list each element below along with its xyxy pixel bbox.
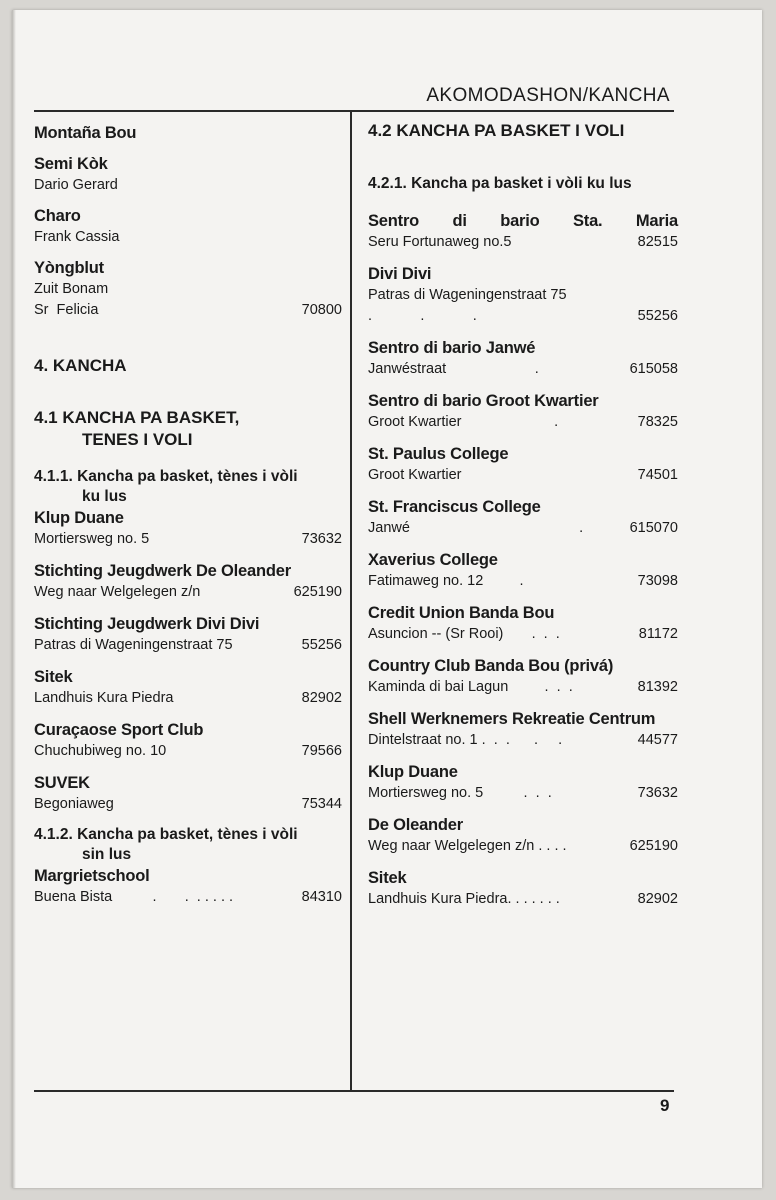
entry-line — [368, 285, 678, 306]
entry-address: . . . — [368, 308, 477, 324]
entry-address: Sr Felicia — [34, 302, 99, 318]
entry-name: Xaverius College — [368, 551, 498, 569]
entry-name: Divi Divi — [368, 265, 432, 283]
entry-address: Janwéstraat . — [368, 361, 539, 377]
entry-line — [368, 836, 678, 857]
entry-phone: 82515 — [637, 234, 678, 250]
directory-entry — [34, 613, 342, 656]
entry-phone: 70800 — [301, 302, 342, 318]
directory-entry — [34, 772, 342, 815]
entry-line — [368, 783, 678, 804]
entry-line — [368, 306, 678, 327]
entry-address: Mortiersweg no. 5 . . . — [368, 785, 552, 801]
entry-name: Yòngblut — [34, 259, 104, 277]
entry-name-word: Sta. — [572, 212, 603, 230]
entry-name: De Oleander — [368, 816, 464, 834]
entry-name-word: Maria — [635, 212, 678, 230]
entry-address: Fatimaweg no. 12 . — [368, 573, 524, 589]
entry-phone: 74501 — [637, 467, 678, 483]
directory-entry — [34, 560, 342, 603]
subsection-heading-4-1-1-cont: ku lus — [82, 488, 127, 505]
entry-line — [368, 465, 678, 486]
document-page — [12, 10, 762, 1188]
entry-phone: 615070 — [629, 520, 678, 536]
entry-name: Shell Werknemers Rekreatie Centrum — [368, 710, 656, 728]
page-number: 9 — [660, 1096, 670, 1115]
entry-name: Curaçaose Sport Club — [34, 721, 204, 739]
entry-name: SUVEK — [34, 774, 90, 792]
directory-entry — [34, 122, 342, 144]
entry-name: Stichting Jeugdwerk De Oleander — [34, 562, 291, 580]
directory-entry — [368, 602, 678, 645]
right-column — [368, 122, 678, 920]
entry-name: St. Franciscus College — [368, 498, 541, 516]
entry-name-word: Sentro — [368, 212, 420, 230]
directory-entry — [368, 390, 678, 433]
entry-name: Margrietschool — [34, 867, 150, 885]
entry-name: Semi Kòk — [34, 155, 108, 173]
entry-line — [34, 175, 342, 196]
subsection-heading-4-1-2-cont: sin lus — [82, 846, 132, 863]
entry-name: Sentro di bario Groot Kwartier — [368, 392, 599, 410]
entry-address: Patras di Wageningenstraat 75 — [34, 637, 233, 653]
directory-entry — [34, 666, 342, 709]
entry-address: Weg naar Welgelegen z/n . . . . — [368, 838, 567, 854]
entry-address: Kaminda di bai Lagun . . . — [368, 679, 573, 695]
directory-entry — [368, 443, 678, 486]
section-heading-4-1: 4.1 KANCHA PA BASKET, — [34, 408, 240, 427]
entry-line — [34, 279, 342, 300]
entry-line — [34, 529, 342, 550]
directory-entry — [34, 153, 342, 196]
entry-phone: 44577 — [637, 732, 678, 748]
entry-name: Stichting Jeugdwerk Divi Divi — [34, 615, 260, 633]
entry-address: Asuncion -- (Sr Rooi) . . . — [368, 626, 560, 642]
entry-address: Buena Bista . . . . . . . — [34, 889, 234, 905]
entry-phone: 73632 — [637, 785, 678, 801]
entry-phone: 625190 — [293, 584, 342, 600]
directory-entry — [368, 337, 678, 380]
entry-name: Country Club Banda Bou (privá) — [368, 657, 614, 675]
entry-phone: 55256 — [301, 637, 342, 653]
entry-name: Montaña Bou — [34, 124, 137, 142]
section-heading-4-2: 4.2 KANCHA PA BASKET I VOLI — [368, 121, 625, 140]
entry-address: Janwé . — [368, 520, 584, 536]
entry-phone: 73632 — [301, 531, 342, 547]
entry-line — [368, 889, 678, 910]
entry-line — [368, 730, 678, 751]
entry-name: St. Paulus College — [368, 445, 509, 463]
entry-line — [368, 571, 678, 592]
directory-entry — [34, 865, 342, 908]
directory-entry — [368, 263, 678, 327]
directory-entry — [368, 867, 678, 910]
entry-address: Weg naar Welgelegen z/n — [34, 584, 201, 600]
entry-address: Groot Kwartier . — [368, 414, 559, 430]
entry-address: Patras di Wageningenstraat 75 — [368, 287, 567, 303]
footer-rule — [34, 1090, 674, 1092]
entry-line — [368, 412, 678, 433]
entry-phone: 55256 — [637, 308, 678, 324]
entry-address: Landhuis Kura Piedra — [34, 690, 174, 706]
entry-address: Chuchubiweg no. 10 — [34, 743, 167, 759]
entry-name: Klup Duane — [368, 763, 458, 781]
subsection-heading-4-1-2: 4.1.2. Kancha pa basket, tènes i vòli — [34, 826, 298, 843]
directory-entry — [368, 655, 678, 698]
entry-phone: 615058 — [629, 361, 678, 377]
entry-phone: 81172 — [638, 626, 678, 642]
entry-address: Seru Fortunaweg no.5 — [368, 234, 512, 250]
directory-entry — [368, 496, 678, 539]
entry-name: Sentro di bario Janwé — [368, 339, 536, 357]
directory-entry — [34, 507, 342, 550]
entry-line — [368, 677, 678, 698]
entry-address: Frank Cassia — [34, 229, 120, 245]
entry-line — [34, 635, 342, 656]
entry-phone: 84310 — [301, 889, 342, 905]
entry-address: Zuit Bonam — [34, 281, 109, 297]
entry-name-word: bario — [500, 212, 540, 230]
entry-phone: 78325 — [637, 414, 678, 430]
section-heading-4: 4. KANCHA — [34, 356, 127, 375]
entry-line — [34, 582, 342, 603]
entry-phone: 82902 — [637, 891, 678, 907]
entry-name: Sitek — [368, 869, 407, 887]
entry-address: Dintelstraat no. 1 . . . . . — [368, 732, 563, 748]
entry-line — [368, 359, 678, 380]
entry-name: Charo — [34, 207, 81, 225]
entry-name: Klup Duane — [34, 509, 124, 527]
entry-address: Groot Kwartier — [368, 467, 462, 483]
directory-entry — [368, 210, 678, 253]
entry-address: Dario Gerard — [34, 177, 118, 193]
subsection-heading-4-1-1: 4.1.1. Kancha pa basket, tènes i vòli — [34, 468, 298, 485]
directory-entry — [34, 257, 342, 321]
section-heading-4-1-cont: TENES I VOLI — [82, 430, 193, 449]
directory-entry — [368, 761, 678, 804]
entry-line — [34, 887, 342, 908]
left-column — [34, 122, 342, 916]
entry-line — [34, 688, 342, 709]
header-rule — [34, 110, 674, 112]
entry-phone: 82902 — [301, 690, 342, 706]
entry-phone: 73098 — [637, 573, 678, 589]
entry-line — [368, 624, 678, 645]
entry-line — [34, 300, 342, 321]
entry-phone: 625190 — [629, 838, 678, 854]
entry-name — [368, 210, 678, 232]
entry-phone: 75344 — [301, 796, 342, 812]
subsection-heading-4-2-1: 4.2.1. Kancha pa basket i vòli ku lus — [368, 175, 632, 192]
directory-entry — [34, 205, 342, 248]
column-divider — [350, 112, 352, 1092]
entry-line — [34, 227, 342, 248]
entry-address: Begoniaweg — [34, 796, 114, 812]
directory-entry — [368, 708, 678, 751]
entry-address: Mortiersweg no. 5 — [34, 531, 150, 547]
entry-phone: 79566 — [301, 743, 342, 759]
running-header: AKOMODASHON/KANCHA — [426, 85, 670, 106]
entry-name-word: di — [452, 212, 467, 230]
entry-line — [368, 518, 678, 539]
page-spine-shadow — [12, 10, 16, 1188]
entry-line — [34, 741, 342, 762]
directory-entry — [368, 549, 678, 592]
entry-phone: 81392 — [637, 679, 678, 695]
entry-line — [368, 232, 678, 253]
entry-name: Sitek — [34, 668, 73, 686]
directory-entry — [34, 719, 342, 762]
entry-address: Landhuis Kura Piedra. . . . . . . — [368, 891, 560, 907]
directory-entry — [368, 814, 678, 857]
entry-name: Credit Union Banda Bou — [368, 604, 555, 622]
entry-line — [34, 794, 342, 815]
